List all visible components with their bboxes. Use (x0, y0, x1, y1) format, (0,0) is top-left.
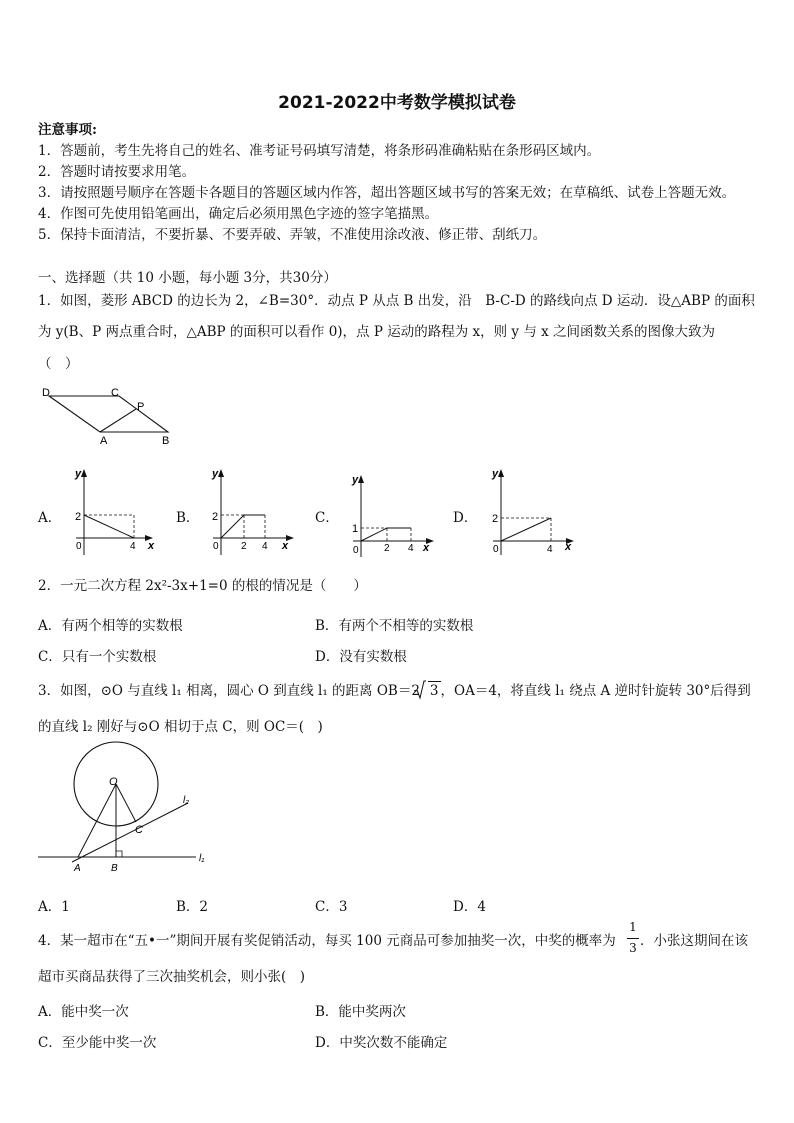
q4-option-c: C．至少能中奖一次 (38, 1035, 157, 1051)
page-title: 2021-2022中考数学模拟试卷 (278, 93, 516, 113)
circle-tangent-figure (38, 740, 218, 875)
graph-option-c (345, 465, 440, 560)
svg-text:4: 4 (547, 544, 553, 555)
svg-text:2: 2 (241, 541, 247, 552)
svg-text:y: y (212, 468, 219, 480)
question-4-stem-line2: 超市买商品获得了三次抽奖机会，则小张( ) (38, 969, 306, 985)
label-P: P (137, 401, 145, 413)
svg-text:2: 2 (384, 543, 390, 554)
option-a-label: A． (38, 510, 62, 526)
label-D: D (42, 387, 50, 399)
label-C: C (111, 387, 119, 399)
notice-item: 2．答题时请按要求用笔。 (38, 164, 196, 180)
svg-text:2: 2 (492, 513, 499, 525)
section-heading: 一、选择题（共 10 小题，每小题 3分，共30分） (38, 270, 337, 286)
graph-option-a (68, 465, 163, 560)
graph-option-b (205, 465, 300, 560)
svg-text:2: 2 (212, 511, 219, 523)
svg-text:A: A (74, 863, 81, 874)
question-3-stem: 3．如图，⊙O 与直线 l₁ 相离，圆心 O 到直线 l₁ 的距离 OB＝2 3 ，OA＝4，将直线 l₁ 绕点 A 逆时针旋转 30°后得到 (38, 683, 751, 699)
question-1-bracket: （ ） (38, 356, 79, 372)
svg-text:4: 4 (408, 543, 414, 554)
q2-option-c: C．只有一个实数根 (38, 649, 157, 665)
notice-item: 3．请按照题号顺序在答题卡各题目的答题区域内作答，超出答题区域书写的答案无效；在草稿纸、试卷上答题无效。 (38, 185, 736, 201)
svg-text:l₂: l₂ (183, 795, 190, 806)
question-1-stem-line2: 为 y(B、P 两点重合时，△ABP 的面积可以看作 0)，点 P 运动的路程为 x，则 y 与 x 之间函数关系的图像大致为 (38, 324, 716, 340)
notice-item: 5．保持卡面清洁，不要折暴、不要弄破、弄皱，不准使用涂改液、修正带、刮纸刀。 (38, 227, 547, 243)
q4-option-b: B．能中奖两次 (315, 1004, 406, 1020)
label-A: A (100, 435, 108, 447)
q2-option-b: B．有两个不相等的实数根 (315, 618, 474, 634)
svg-text:4: 4 (130, 541, 136, 552)
svg-text:2: 2 (75, 511, 82, 523)
notice-item: 1．答题前，考生先将自己的姓名、准考证号码填写清楚，将条形码准确粘贴在条形码区域内。 (38, 143, 601, 159)
q3-option-b: B．2 (176, 899, 209, 915)
label-B: B (162, 435, 170, 447)
svg-text:x: x (565, 541, 572, 553)
option-d-label: D． (453, 510, 478, 526)
svg-text:x: x (282, 540, 289, 552)
svg-text:y: y (492, 468, 499, 480)
question-4-stem-tail: ．小张这期间在该 (640, 933, 748, 949)
q2-option-a: A．有两个相等的实数根 (38, 618, 183, 634)
q3-option-c: C．3 (315, 899, 348, 915)
q3-option-d: D．4 (453, 899, 486, 915)
svg-text:y: y (352, 474, 359, 486)
q3-option-a: A．1 (38, 899, 70, 915)
rhombus-figure (38, 382, 178, 452)
q4-option-d: D．中奖次数不能确定 (315, 1035, 448, 1051)
svg-text:4: 4 (262, 541, 268, 552)
svg-text:B: B (111, 863, 118, 874)
svg-text:0: 0 (76, 541, 82, 552)
q4-option-a: A．能中奖一次 (38, 1004, 129, 1020)
svg-text:0: 0 (353, 545, 359, 556)
question-3-stem-line2: 的直线 l₂ 刚好与⊙O 相切于点 C，则 OC＝( ) (38, 719, 323, 735)
svg-text:0: 0 (213, 541, 219, 552)
notice-item: 4．作图可先使用铅笔画出，确定后必须用黑色字迹的签字笔描黑。 (38, 206, 439, 222)
option-b-label: B． (176, 510, 200, 526)
fraction-numerator: 1 (629, 920, 637, 934)
svg-text:l₁: l₁ (199, 853, 205, 864)
svg-text:O: O (109, 776, 118, 788)
notice-heading: 注意事项: (38, 122, 97, 138)
svg-text:x: x (148, 540, 155, 552)
question-4-stem: 4．某一超市在“五•一”期间开展有奖促销活动，每买 100 元商品可参加抽奖一次，中奖的概率为 (38, 933, 616, 949)
graph-option-d (485, 465, 580, 560)
option-c-label: C． (315, 510, 339, 526)
svg-text:y: y (75, 468, 82, 480)
sqrt-radicand: 3 (429, 683, 439, 699)
svg-text:C: C (135, 824, 143, 836)
svg-text:x: x (423, 542, 430, 554)
fraction-bar (627, 938, 639, 939)
svg-text:0: 0 (493, 544, 499, 555)
sqrt-sign (414, 680, 426, 700)
question-2-stem: 2．一元二次方程 2x²-3x+1=0 的根的情况是（ ） (38, 578, 367, 594)
q2-option-d: D．没有实数根 (315, 649, 407, 665)
question-1-stem: 1．如图，菱形 ABCD 的边长为 2，∠B=30°．动点 P 从点 B 出发，沿 B-C-D 的路线向点 D 运动．设△ABP 的面积 (38, 293, 755, 309)
fraction-denominator: 3 (629, 941, 637, 955)
svg-text:1: 1 (352, 523, 359, 535)
